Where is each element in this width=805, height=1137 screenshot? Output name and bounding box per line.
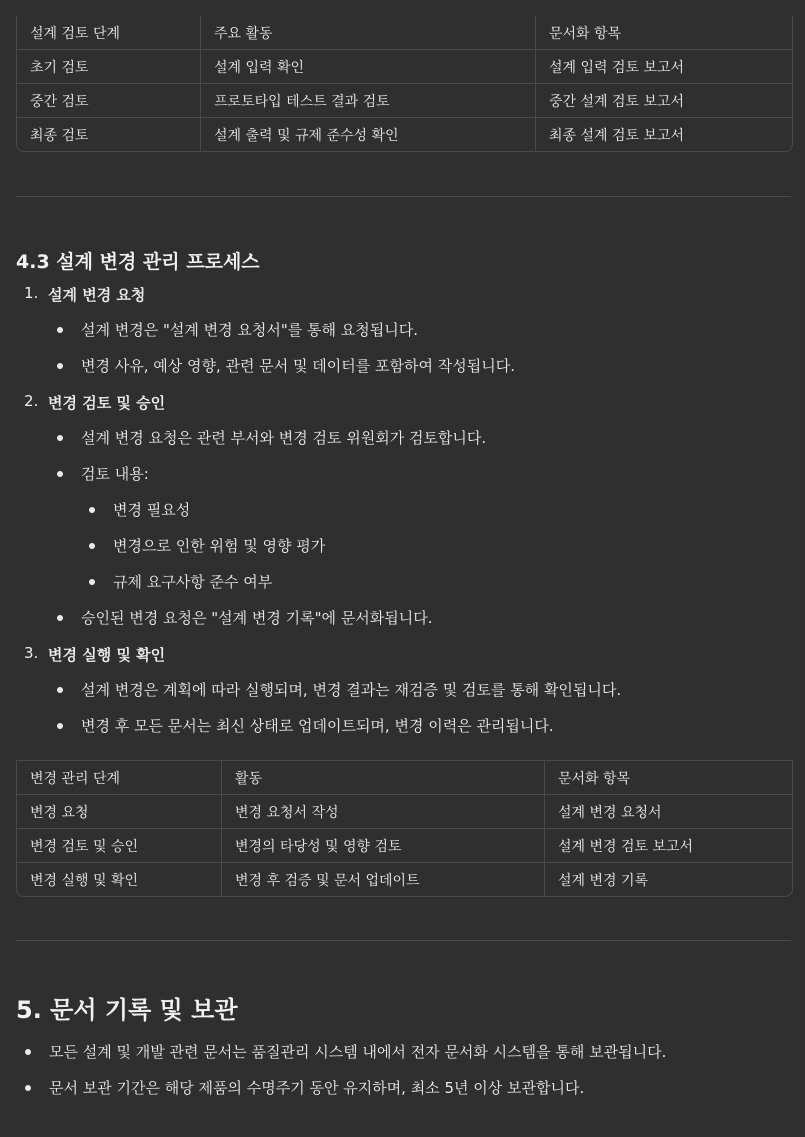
table-cell: 프로토타입 테스트 결과 검토 [200, 84, 535, 117]
table-row [17, 83, 792, 117]
section-divider [16, 940, 791, 941]
bullet-icon [57, 435, 63, 441]
section-heading: 5. 문서 기록 및 보관 [16, 996, 238, 1024]
bullet-icon [89, 507, 95, 513]
bullet-icon [25, 1049, 31, 1055]
table-header-cell: 문서화 항목 [535, 16, 792, 49]
list-item: 설계 변경 요청은 관련 부서와 변경 검토 위원회가 검토합니다. [81, 429, 487, 447]
table-header-cell: 변경 관리 단계 [30, 770, 121, 787]
table-cell: 설계 출력 및 규제 준수성 확인 [200, 118, 535, 151]
bullet-icon [89, 579, 95, 585]
list-item: 문서 보관 기간은 해당 제품의 수명주기 동안 유지하며, 최소 5년 이상 보관합니다. [49, 1079, 585, 1097]
table-cell: 최종 설계 검토 보고서 [535, 118, 792, 151]
table-cell: 변경의 타당성 및 영향 검토 [221, 829, 544, 862]
bullet-icon [57, 687, 63, 693]
table-cell: 설계 변경 기록 [544, 863, 792, 896]
table-cell: 설계 입력 확인 [200, 50, 535, 83]
table-cell: 변경 검토 및 승인 [30, 838, 139, 855]
list-item: 모든 설계 및 개발 관련 문서는 품질관리 시스템 내에서 전자 문서화 시스템을 통해 보관됩니다. [49, 1043, 667, 1061]
review-stage-table [16, 16, 793, 152]
list-item: 설계 변경은 "설계 변경 요청서"를 통해 요청됩니다. [81, 321, 418, 339]
bullet-icon [57, 363, 63, 369]
table-cell: 초기 검토 [30, 59, 89, 76]
table-header-cell: 설계 검토 단계 [30, 25, 121, 42]
table-row [17, 49, 792, 83]
list-item: 검토 내용: [81, 465, 149, 483]
section-heading: 4.3 설계 변경 관리 프로세스 [16, 251, 260, 273]
sub-list-item: 규제 요구사항 준수 여부 [113, 573, 273, 591]
list-item: 변경 사유, 예상 영향, 관련 문서 및 데이터를 포함하여 작성됩니다. [81, 357, 515, 375]
table-cell: 설계 변경 검토 보고서 [544, 829, 792, 862]
list-item: 변경 후 모든 문서는 최신 상태로 업데이트되며, 변경 이력은 관리됩니다. [81, 717, 554, 735]
bullet-icon [57, 723, 63, 729]
sub-list-item: 변경 필요성 [113, 501, 191, 519]
step-title: 변경 검토 및 승인 [48, 394, 166, 412]
table-row [17, 862, 792, 896]
bullet-icon [57, 327, 63, 333]
table-cell: 최종 검토 [30, 127, 89, 144]
list-item: 승인된 변경 요청은 "설계 변경 기록"에 문서화됩니다. [81, 609, 433, 627]
table-header-cell: 활동 [221, 761, 544, 794]
table-cell: 변경 후 검증 및 문서 업데이트 [221, 863, 544, 896]
bullet-icon [25, 1085, 31, 1091]
table-cell: 설계 입력 검토 보고서 [535, 50, 792, 83]
table-header-cell: 주요 활동 [200, 16, 535, 49]
bullet-icon [89, 543, 95, 549]
section-divider [16, 196, 791, 197]
bullet-icon [57, 615, 63, 621]
table-header-cell: 문서화 항목 [544, 761, 792, 794]
table-cell: 변경 실행 및 확인 [30, 872, 139, 889]
change-management-table [16, 760, 793, 897]
step-number: 2. [24, 392, 39, 410]
table-cell: 중간 검토 [30, 93, 89, 110]
sub-list-item: 변경으로 인한 위험 및 영향 평가 [113, 537, 326, 555]
table-cell: 중간 설계 검토 보고서 [535, 84, 792, 117]
bullet-icon [57, 471, 63, 477]
table-header-row [17, 761, 792, 794]
table-header-row [17, 16, 792, 49]
list-item: 설계 변경은 계획에 따라 실행되며, 변경 결과는 재검증 및 검토를 통해 확인됩니다. [81, 681, 622, 699]
step-title: 설계 변경 요청 [48, 286, 146, 304]
step-title: 변경 실행 및 확인 [48, 646, 166, 664]
table-row [17, 794, 792, 828]
step-number: 3. [24, 644, 39, 662]
table-row [17, 828, 792, 862]
table-cell: 설계 변경 요청서 [544, 795, 792, 828]
table-cell: 변경 요청 [30, 804, 89, 821]
step-number: 1. [24, 284, 39, 302]
table-cell: 변경 요청서 작성 [221, 795, 544, 828]
table-row [17, 117, 792, 151]
